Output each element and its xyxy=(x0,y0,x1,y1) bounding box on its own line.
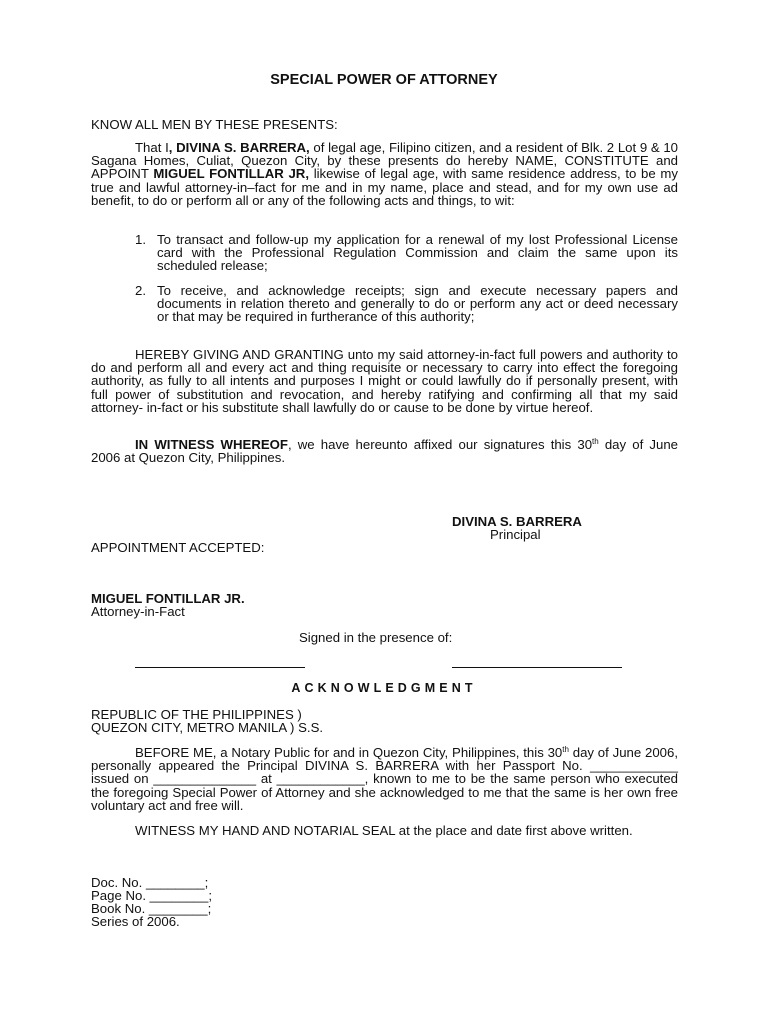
venue-line-1: REPUBLIC OF THE PHILIPPINES ) xyxy=(91,707,302,722)
before-me-ordinal: th xyxy=(562,745,569,754)
intro-paragraph xyxy=(91,141,678,207)
document-title: SPECIAL POWER OF ATTORNEY xyxy=(270,72,498,88)
page-number-field: Page No. ________; xyxy=(91,888,212,903)
witness-signature-line-left xyxy=(135,667,305,668)
list-item-number: 2. xyxy=(135,283,146,298)
series-field: Series of 2006. xyxy=(91,914,180,929)
signed-presence-label: Signed in the presence of: xyxy=(299,630,453,645)
doc-number-field: Doc. No. ________; xyxy=(91,875,209,890)
list-item-text: To transact and follow-up my application for a renewal of my lost Professional License card with the Professional Regulation Commission and claim the same upon its scheduled release; xyxy=(157,232,678,274)
intro-text-2: of legal age, Filipino citizen, and a resident of Blk. 2 Lot 9 & 10 Sagana Homes, Culiat, Quezon City, by these presents do hereby NAME, CONSTITUTE and APPOINT xyxy=(91,140,678,182)
book-number-field: Book No. ________; xyxy=(91,901,212,916)
acknowledgment-title: ACKNOWLEDGMENT xyxy=(291,681,477,695)
before-me-text-2: day of June 2006, personally appeared the Principal DIVINA S. BARRERA with her Passport No. ____________ issued on ______________ at ____________, known to me to be the same person who executed the foregoing Special Power of Attorney and she acknowledged to me that the same is her own free voluntary act and free will. xyxy=(91,745,679,813)
principal-signatory-role: Principal xyxy=(490,527,541,542)
before-me-text-1: BEFORE ME, a Notary Public for and in Quezon City, Philippines, this 30 xyxy=(135,745,563,760)
intro-text-3: likewise of legal age, with same residence address, to be my true and lawful attorney-in–fact for me and in my name, place and stead, and for my own use ad benefit, to do or perform all or any of the following acts and things, to wit: xyxy=(91,166,678,208)
intro-text-1: That I xyxy=(135,140,169,155)
attorney-signatory-role: Attorney-in-Fact xyxy=(91,604,185,619)
witness-signature-line-right xyxy=(452,667,622,668)
attorney-signatory-name: MIGUEL FONTILLAR JR. xyxy=(91,591,245,606)
list-item-text: To receive, and acknowledge receipts; sign and execute necessary papers and documents in relation thereto and generally to do or perform any act or deed necessary or that may be required in furtherance of this authority; xyxy=(157,283,678,325)
witness-ordinal: th xyxy=(592,437,599,446)
appointment-accepted-label: APPOINTMENT ACCEPTED: xyxy=(91,540,265,555)
attorney-name-bold: MIGUEL FONTILLAR JR, xyxy=(153,166,309,182)
witness-text-2: day of June 2006 at Quezon City, Philippines. xyxy=(91,437,678,466)
venue-line-2: QUEZON CITY, METRO MANILA ) S.S. xyxy=(91,720,324,735)
salutation: KNOW ALL MEN BY THESE PRESENTS: xyxy=(91,117,338,132)
notarial-seal-statement: WITNESS MY HAND AND NOTARIAL SEAL at the place and date first above written. xyxy=(135,823,633,838)
granting-paragraph: HEREBY GIVING AND GRANTING unto my said attorney-in-fact full powers and authority to do and perform all and every act and thing requisite or necessary to carry into effect the foregoing authority, as fully to all intents and purposes I might or could lawfully do if personally present, with full power of substitution and revocation, and hereby ratifying and confirming all that my said attorney- in-fact or his substitute shall lawfully do or cause to be done by virtue hereof. xyxy=(91,347,678,415)
principal-signatory-name: DIVINA S. BARRERA xyxy=(452,514,582,529)
before-me-paragraph xyxy=(91,746,678,812)
list-item-number: 1. xyxy=(135,232,146,247)
witness-whereof-bold: IN WITNESS WHEREOF xyxy=(135,437,288,452)
principal-name-bold: , DIVINA S. BARRERA, xyxy=(168,140,310,155)
witness-text-1: , we have hereunto affixed our signatures this 30 xyxy=(287,437,593,452)
witness-paragraph xyxy=(91,438,678,464)
